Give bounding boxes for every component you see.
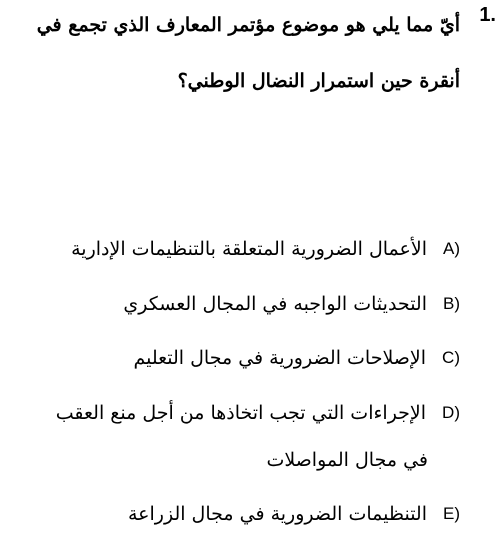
option-d-text: الإجراءات التي تجب اتخاذها من أجل منع العقب <box>55 402 427 424</box>
option-d-text-continued: في مجال المواصلات <box>266 449 428 471</box>
option-e-text: التنظيمات الضرورية في مجال الزراعة <box>127 503 427 525</box>
option-b-text: التحديثات الواجبه في المجال العسكري <box>123 293 427 315</box>
option-b[interactable] <box>123 293 460 315</box>
question-text-line-1: أيّ مما يلي هو موضوع مؤتمر المعارف الذي تجمع في <box>36 14 460 36</box>
option-d[interactable] <box>56 402 460 424</box>
question-number: 1. <box>479 4 496 26</box>
option-c[interactable] <box>133 347 460 369</box>
option-e-letter: E) <box>443 504 460 523</box>
option-a[interactable] <box>71 238 460 260</box>
option-c-text: الإصلاحات الضرورية في مجال التعليم <box>133 347 427 369</box>
option-a-text: الأعمال الضرورية المتعلقة بالتنظيمات الإدارية <box>71 238 427 260</box>
question-text-line-2: أنقرة حين استمرار النضال الوطني؟ <box>177 70 460 92</box>
option-c-letter: C) <box>442 348 460 367</box>
option-b-letter: B) <box>443 294 460 313</box>
option-a-letter: A) <box>443 239 460 258</box>
option-d-letter: D) <box>442 403 460 422</box>
option-e[interactable] <box>128 503 460 525</box>
